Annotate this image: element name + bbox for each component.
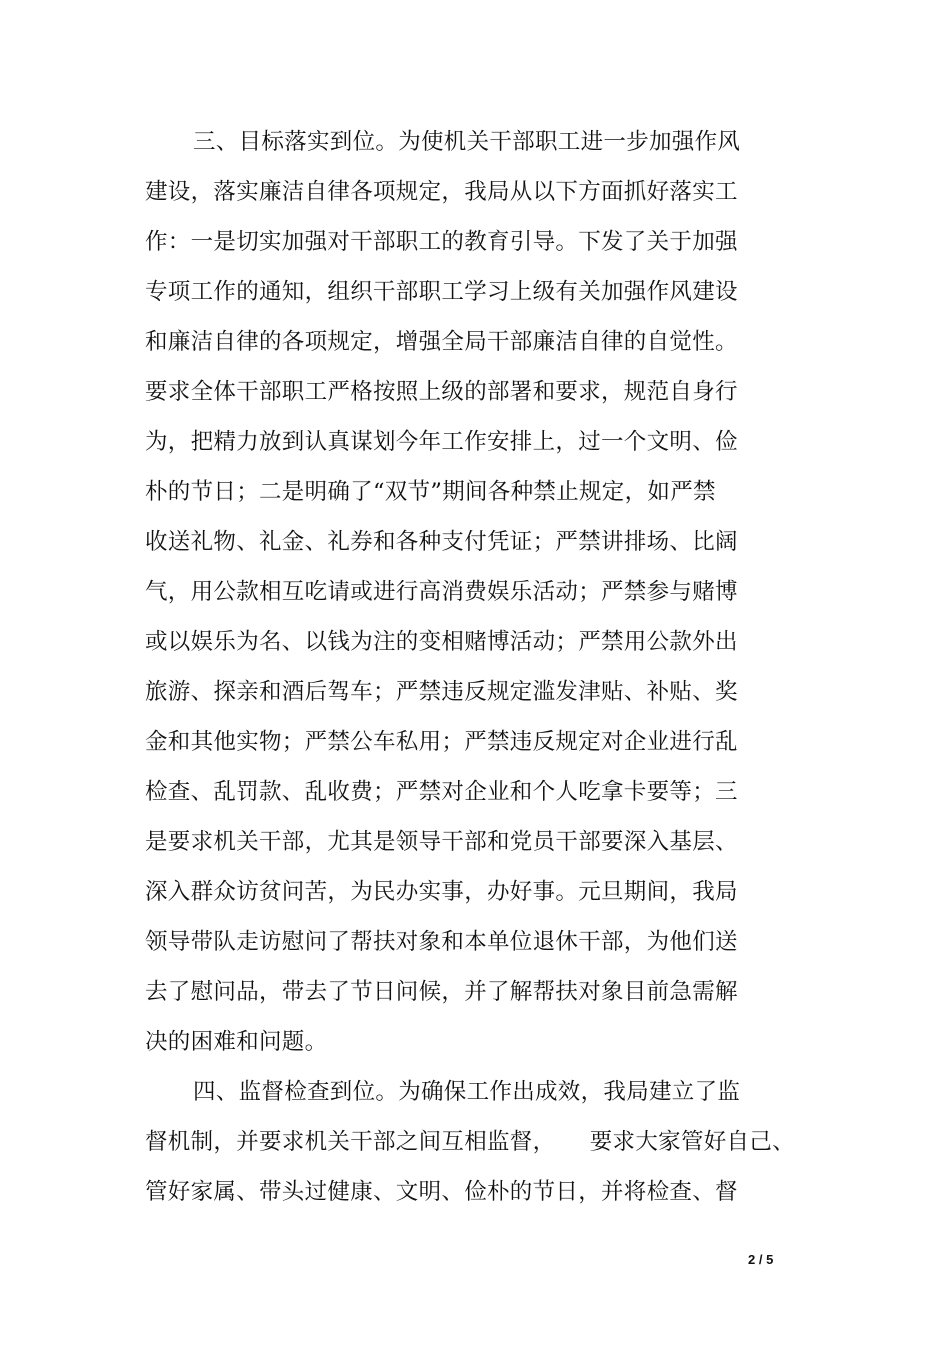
- page-number: 2 / 5: [748, 1252, 774, 1267]
- paragraph-3-line-18: 去了慰问品，带去了节日问候，并了解帮扶对象目前急需解: [145, 979, 738, 1005]
- paragraph-3-line-8: 朴的节日；二是明确了“双节”期间各种禁止规定，如严禁: [145, 479, 716, 505]
- paragraph-3-line-16: 深入群众访贫问苦，为民办实事，办好事。元旦期间，我局: [145, 879, 738, 905]
- paragraph-3-line-7: 为，把精力放到认真谋划今年工作安排上，过一个文明、俭: [145, 429, 738, 455]
- paragraph-4-line-1: 四、监督检查到位。为确保工作出成效，我局建立了监: [193, 1079, 741, 1105]
- paragraph-3-line-15: 是要求机关干部，尤其是领导干部和党员干部要深入基层、: [145, 829, 738, 855]
- paragraph-4-line-3: 管好家属、带头过健康、文明、俭朴的节日，并将检查、督: [145, 1179, 738, 1205]
- paragraph-3-line-4: 专项工作的通知，组织干部职工学习上级有关加强作风建设: [145, 279, 738, 305]
- paragraph-3-line-2: 建设，落实廉洁自律各项规定，我局从以下方面抓好落实工: [145, 179, 738, 205]
- paragraph-3-line-17: 领导带队走访慰问了帮扶对象和本单位退休干部，为他们送: [145, 929, 738, 955]
- paragraph-3-line-19: 决的困难和问题。: [145, 1029, 328, 1055]
- paragraph-3-line-13: 金和其他实物；严禁公车私用；严禁违反规定对企业进行乱: [145, 729, 738, 755]
- paragraph-3-line-5: 和廉洁自律的各项规定，增强全局干部廉洁自律的自觉性。: [145, 329, 738, 355]
- paragraph-3-line-1: 三、目标落实到位。为使机关干部职工进一步加强作风: [193, 129, 741, 155]
- paragraph-3-line-11: 或以娱乐为名、以钱为注的变相赌博活动；严禁用公款外出: [145, 629, 738, 655]
- paragraph-3-line-14: 检查、乱罚款、乱收费；严禁对企业和个人吃拿卡要等；三: [145, 779, 738, 805]
- paragraph-3-line-12: 旅游、探亲和酒后驾车；严禁违反规定滥发津贴、补贴、奖: [145, 679, 738, 705]
- paragraph-3-line-3: 作：一是切实加强对干部职工的教育引导。下发了关于加强: [145, 229, 738, 255]
- paragraph-3-line-9: 收送礼物、礼金、礼券和各种支付凭证；严禁讲排场、比阔: [145, 529, 738, 555]
- paragraph-4-line-2: 督机制，并要求机关干部之间互相监督， 要求大家管好自己、: [145, 1129, 795, 1155]
- paragraph-3-line-10: 气，用公款相互吃请或进行高消费娱乐活动；严禁参与赌博: [145, 579, 738, 605]
- paragraph-3-line-6: 要求全体干部职工严格按照上级的部署和要求，规范自身行: [145, 379, 738, 405]
